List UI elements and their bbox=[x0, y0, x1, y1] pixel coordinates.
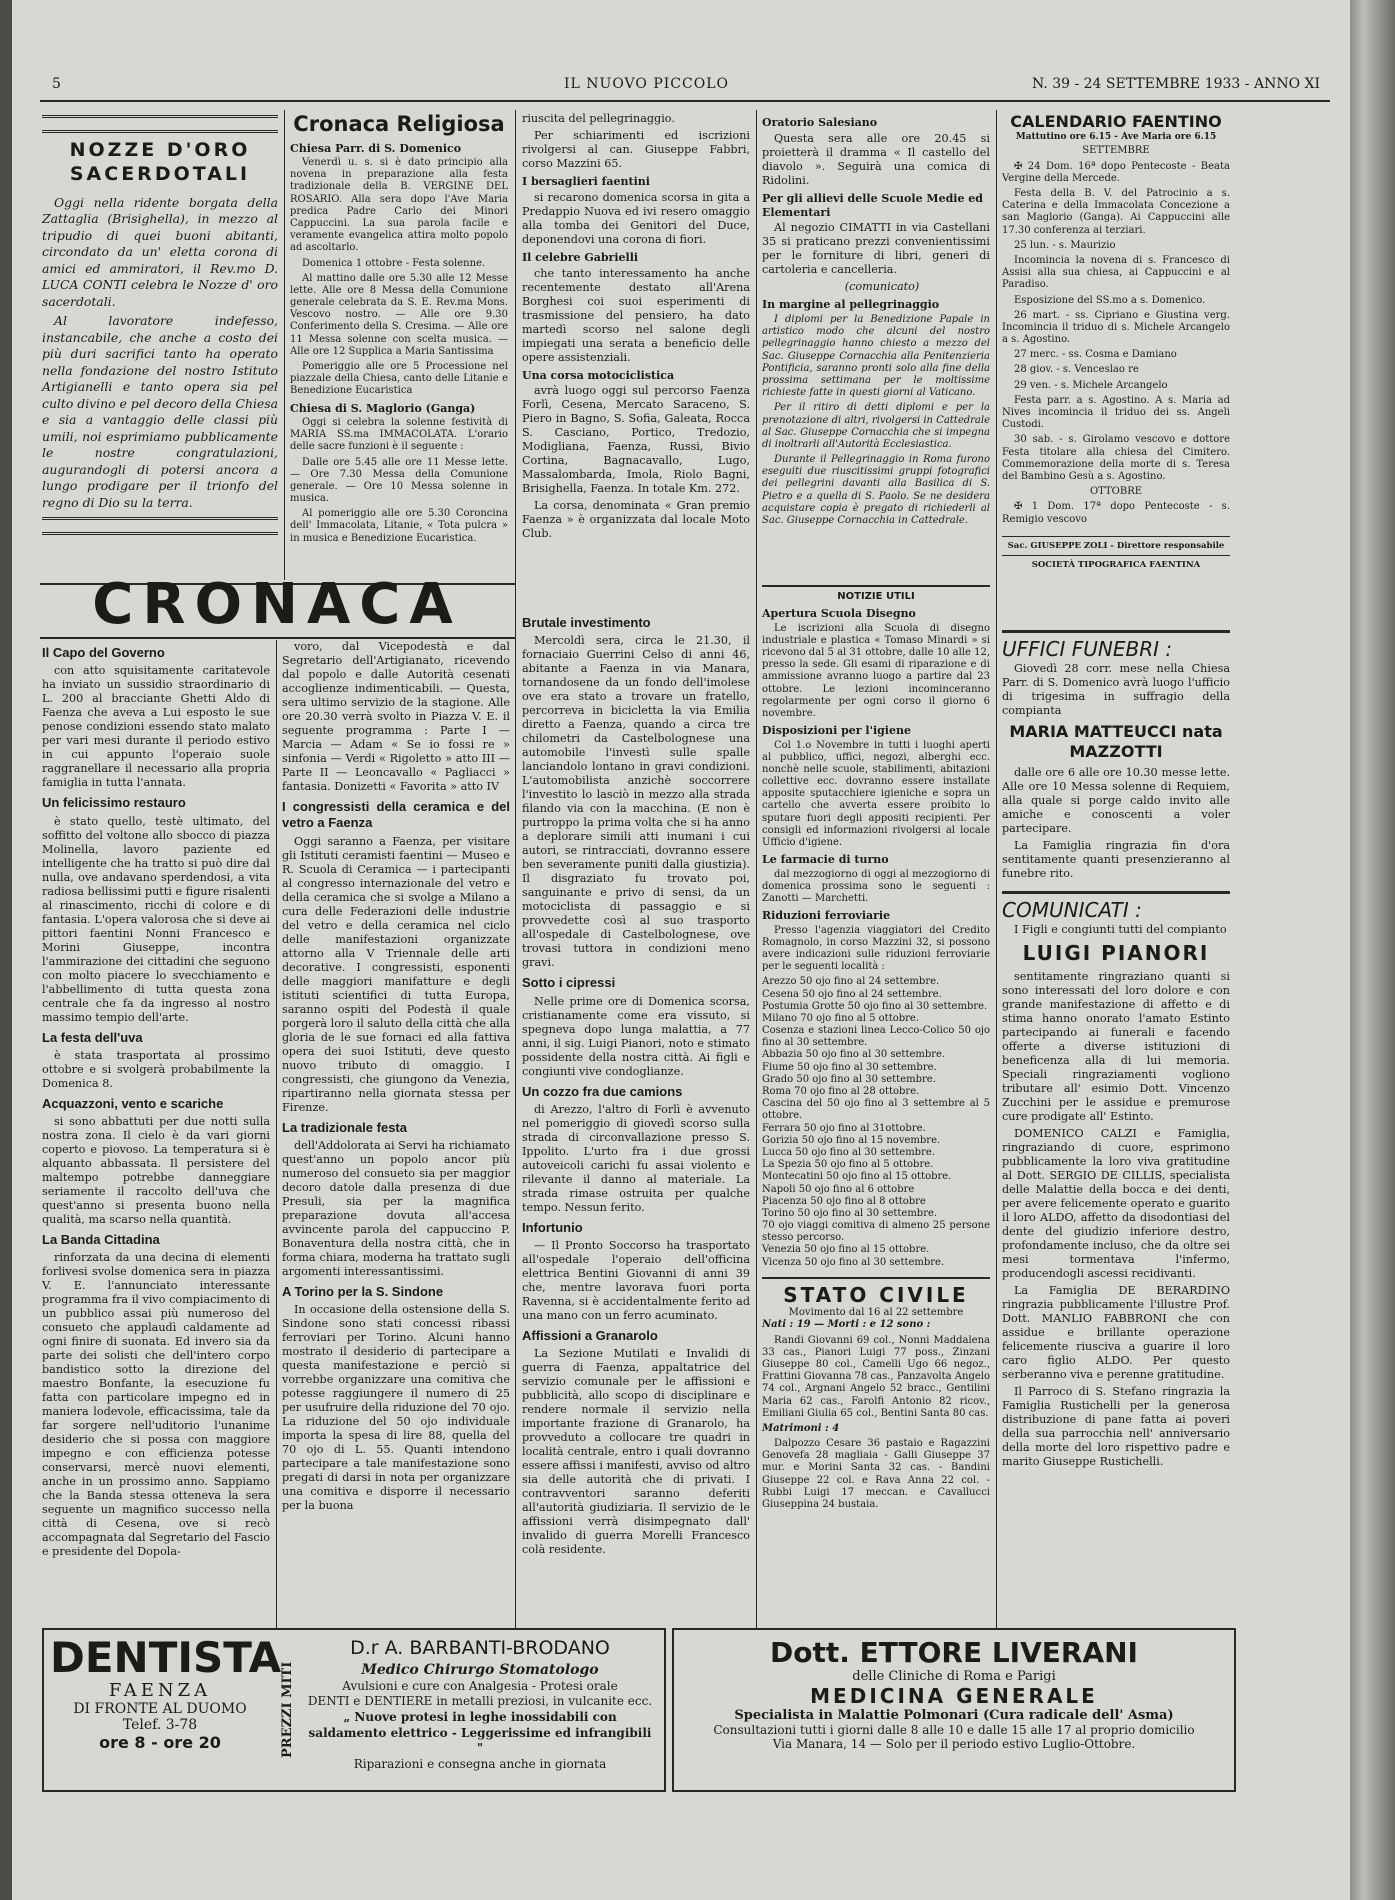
notizie-para: Le iscrizioni alla Scuola di disegno industriale e plastica « Tomaso Minardi » si ricevono dal 5 al 31 ottobre, dalle 10 alle 12, presso la sede. Gli esami di riparazione e di ammissione avranno luogo a partire dal 23 ottobre. Le lezioni incominceranno regolarmente per ogni corso il giorno 6 novembre. bbox=[762, 622, 990, 719]
barbanti-ad bbox=[304, 1636, 656, 1772]
column-3-top bbox=[522, 112, 750, 544]
cronaca-heading: I congressisti della ceramica e del vetro a Faenza bbox=[282, 799, 510, 831]
column-rule bbox=[276, 640, 277, 1630]
comunicati-para: I Figli e congiunti tutti del compianto bbox=[1014, 923, 1227, 936]
calendario-entry: 29 ven. - s. Michele Arcangelo bbox=[1014, 379, 1168, 391]
masthead-title: IL NUOVO PICCOLO bbox=[564, 76, 729, 92]
binding-edge bbox=[1350, 0, 1395, 1900]
ad-dentista-barbanti bbox=[42, 1628, 666, 1792]
funebri-title: UFFICI FUNEBRI : bbox=[1002, 630, 1230, 662]
riduzione-item: Milano 70 ojo fino al 5 ottobre. bbox=[762, 1012, 920, 1024]
riduzione-item: Cosenza e stazioni linea Lecco-Colico 50 ojo fino al 30 settembre. bbox=[762, 1025, 990, 1049]
column-rule bbox=[996, 110, 997, 1630]
notizie-heading: Riduzioni ferroviarie bbox=[762, 909, 891, 923]
newspaper-page bbox=[12, 0, 1350, 1900]
riduzione-item: Napoli 50 ojo fino al 6 ottobre bbox=[762, 1183, 915, 1195]
cronaca-heading: La tradizionale festa bbox=[282, 1119, 407, 1135]
ornament-border bbox=[42, 517, 278, 535]
calendario-entry: 28 giov. - s. Venceslao re bbox=[1014, 364, 1139, 376]
funebri-name: MARIA MATTEUCCI nata MAZZOTTI bbox=[1009, 722, 1223, 761]
cronaca-para: La Sezione Mutilati e Invalidi di guerra di Faenza, appaltatrice del servizio comunale per le affissioni e pubblicità, allo scopo di disciplinare e rendere normale il servizio nella importante frazione di Granarolo, ha provveduto a collocare tre quadri in località centrale, entro i quali dovranno essere affissi i manifesti, avviso od altro sia delle autorità che di privati. I contravventori saranno deferiti all'autorità giudiziaria. Il servizio de le affissioni verrà disimpegnato dall' invalido di guerra Morelli Francesco colà residente. bbox=[522, 1347, 750, 1557]
dentista-city: FAENZA bbox=[108, 1680, 212, 1701]
religiosa-heading: Chiesa Parr. di S. Domenico bbox=[290, 141, 462, 155]
cronaca-para: si sono abbattuti per due notti sulla nostra zona. Il cielo è da vari giorni coperto e piovoso. La temperatura si è alquanto abbassata. Il persistere del maltempo potrebbe danneggiare seriamente il raccolto dell'uva che quest'anno si presenta buono nella qualità, ma scarso nella quantità. bbox=[42, 1115, 270, 1226]
news-para: avrà luogo oggi sul percorso Faenza Forlì, Cesena, Mercato Saraceno, S. Piero in Bagno, S. Sofia, Galeata, Rocca S. Casciano, Portico, Tredozio, Modigliana, Faenza, Russi, Bivio Cortina, Bagnacavallo, Lugo, Massalombarda, Imola, Riolo Bagni, Brisighella, Faenza. In totale Km. 272. bbox=[522, 384, 750, 496]
comunicati-para: sentitamente ringraziano quanti si sono interessati del loro dolore e con grande manifestazione di affetto e di stima hanno onorato l'amato Estinto partecipando ai funerali e facendo offerte a diverse istituzioni di beneficenza alla di lui memoria. Speciali ringraziamenti vogliono tributare all' esimio Dott. Vincenzo Zucchini per le assidue e premurose cure prodigate all' Estinto. bbox=[1002, 970, 1230, 1123]
cronaca-para: Mercoldì sera, circa le 21.30, il fornaciaio Guerrini Celso di anni 46, abitante a Faenza in via Manara, tornandosene da un fondo dell'imolese ove era stato a trovare un fratello, percorreva in bicicletta la via Emilia diretto a Faenza, quando a circa tre chilometri da Castelbolognese una automobile l'investì sulle spalle lanciandolo lontano in gravi condizioni. L'automobilista anzichè soccorrere l'investito lo lasciò in mezzo alla strada filando via con la macchina. (E non è purtroppo la prima volta che si ha anno a deplorare simili atti inumani i cui autori, se rintracciati, dovranno essere ben severamente puniti dalla giustizia). Il disgraziato fu trovato poi, sanguinante e privo di sensi, da un motociclista di passaggio e si provvedette così al suo trasporto all'ospedale di Castelbolognese, ove trovasi tuttora in condizioni meno gravi. bbox=[522, 634, 750, 970]
liverani-line: Consultazioni tutti i giorni dalle 8 alle 10 e dalle 15 alle 17 al proprio domicilio bbox=[713, 1723, 1195, 1737]
news-para: (comunicato) bbox=[844, 280, 920, 294]
comunicati-title: COMUNICATI : bbox=[1002, 891, 1230, 923]
prezzi-miti: PREZZI MITI bbox=[280, 1661, 295, 1759]
news-para: riuscita del pellegrinaggio. bbox=[522, 112, 675, 125]
barbanti-line: Riparazioni e consegna anche in giornata bbox=[353, 1756, 607, 1771]
cronaca-para: In occasione della ostensione della S. Sindone sono stati concessi ribassi ferroviari per Torino. Alcuni hanno mostrato il desiderio di partecipare a questa manifestazione e perciò si vorrebbe organizzare una comitiva che potesse raggiungere il numero di 25 per usufruire della riduzione del 70 ojo. La riduzione del 50 ojo individuale importa la spesa di lire 88, quella del 70 ojo di L. 55. Quanti intendono partecipare a tale manifestazione sono pregati di darsi in nota per organizzare una comitiva e disporre il necessario per la buona bbox=[282, 1303, 510, 1512]
barbanti-line: „ Nuove protesi in leghe inossidabili con saldamento elettrico - Leggerissime ed infrangibili " bbox=[308, 1710, 652, 1756]
header-rule bbox=[40, 100, 1330, 102]
news-para: si recarono domenica scorsa in gita a Predappio Nuova ed ivi resero omaggio alla tomba dei Genitori del Duce, deponendovi una corona di fiori. bbox=[522, 190, 750, 246]
cronaca-para: dell'Addolorata ai Servi ha richiamato quest'anno un popolo ancor più numeroso del consueto sia per maggior decoro datole dalla presenza di due Presuli, sia per la magnifica preparazione dovuta all'accesa avvincente parola del cappuccino P. Bonaventura della nostra città, che in forma chiara, moderna ha trattato sugli argomenti interessantissimi. bbox=[282, 1138, 510, 1278]
news-para: Questa sera alle ore 20.45 si proietterà il dramma « Il castello del diavolo ». Seguirà una comica di Ridolini. bbox=[762, 131, 990, 187]
calendario-entry: 25 lun. - s. Maurizio bbox=[1014, 239, 1116, 251]
calendario-sub: Mattutino ore 6.15 - Ave Maria ore 6.15 bbox=[1015, 131, 1217, 142]
news-para: Per il ritiro di detti diplomi e per la prenotazione di altri, rivolgersi in Cattedrale al Sac. Giuseppe Cornacchia che si impegna di inoltrarli all'Autorità Ecclesiastica. bbox=[762, 402, 990, 450]
ad-liverani bbox=[672, 1628, 1236, 1792]
notizie-heading: Disposizioni per l'igiene bbox=[762, 724, 911, 738]
cronaca-heading: La festa dell'uva bbox=[42, 1029, 143, 1045]
riduzione-item: Arezzo 50 ojo fino al 24 settembre. bbox=[762, 976, 940, 988]
notizie-para: Col 1.o Novembre in tutti i luoghi aperti al pubblico, uffici, negozi, alberghi ecc. nonchè nelle scuole, stabilimenti, abitazioni collettive ecc. dovranno essere installate apposite sputacchiere igieniche e sopra un cartello che avverta essere proibito lo sputare fuori degli appositi recipienti. Per consigli ed informazioni rivolgersi al locale Ufficio d'igiene. bbox=[762, 739, 990, 848]
cronaca-para: è stato quello, testè ultimato, del soffitto del voltone allo sbocco di piazza Molinella, lavoro paziente ed intelligente che ha tratto si può dire dal nulla, ove andavano sperdendosi, a vita radiosa bellissimi putti e figure risalenti al rinascimento, ricchi di colore e di fantasia. L'opera valorosa che si deve ai pittori faentini Nonni Francesco e Morini Giuseppe, incontra l'ammirazione dei cittadini che seguono con molto piacere lo svecchiamento e l'abbellimento di tutta questa zona centrale che fa da ingresso al nostro massimo tempio dell'arte. bbox=[42, 814, 270, 1024]
dentista-tel: Telef. 3-78 bbox=[122, 1717, 198, 1733]
nozze-title-2: SACERDOTALI bbox=[69, 162, 251, 185]
news-heading: In margine al pellegrinaggio bbox=[762, 298, 940, 312]
news-heading: Per gli allievi delle Scuole Medie ed Elementari bbox=[762, 191, 983, 219]
religiosa-para: Al mattino dalle ore 5.30 alle 12 Messe lette. Alle ore 8 Messa della Comunione generale celebrata da S. E. Rev.ma Mons. Vescovo nostro. — Alle ore 9.30 Conferimento della S. Cresima. — Alle ore 11 Messa solenne con scelta musica. — Alle ore 12 Supplica a Maria Santissima bbox=[290, 272, 508, 357]
calendario-box bbox=[1002, 112, 1230, 570]
liverani-line: delle Cliniche di Roma e Parigi bbox=[852, 1669, 1056, 1684]
riduzioni-list bbox=[762, 976, 990, 1269]
riduzione-item: Torino 50 ojo fino al 30 settembre. bbox=[762, 1207, 938, 1219]
cronaca-para: Oggi saranno a Faenza, per visitare gli Istituti ceramisti faentini — Museo e R. Scuola di Ceramica — i partecipanti al congresso internazionale del vetro e della ceramica che si svolge a Milano a cura delle Federazioni delle industrie del vetro e della ceramica nel ciclo delle manifestazioni organizzate attorno alla V Triennale delle arti decorative. I congressisti, esponenti delle maggiori manifatture e degli istituti scientifici di tutta Europa, saranno ospiti del Podestà il quale porgerà loro il saluto della città che alla gloria de le sue fornaci ed alla fattiva opera dei suoi Istituti, deve questo nuovo tributo di omaggio. I congressisti, che giungono da Venezia, ripartiranno nella giornata stessa per Firenze. bbox=[282, 834, 510, 1114]
riduzione-item: La Spezia 50 ojo fino al 5 ottobre. bbox=[762, 1159, 934, 1171]
cronaca-column-3 bbox=[522, 610, 750, 1560]
cronaca-column-1 bbox=[42, 640, 270, 1562]
riduzione-item: Ferrara 50 ojo fino al 31ottobre. bbox=[762, 1122, 926, 1134]
riduzione-item: Cascina del 50 ojo fino al 3 settembre al 5 ottobre. bbox=[762, 1098, 990, 1122]
column-4-top bbox=[762, 112, 990, 530]
news-para: La corsa, denominata « Gran premio Faenza » è organizzata dal locale Moto Club. bbox=[522, 499, 750, 541]
funebri-para: La Famiglia ringrazia fin d'ora sentitamente quanti presenzieranno al funebre rito. bbox=[1002, 839, 1230, 880]
cronaca-para: — Il Pronto Soccorso ha trasportato all'ospedale l'operaio dell'officina elettrica Bentini Giovanni di anni 39 che, mentre lavorava fuori porta Ravenna, si è accidentalmente ferito ad una mano con un ferro acuminato. bbox=[522, 1239, 750, 1322]
column-rule bbox=[756, 110, 757, 1630]
ornament-border bbox=[42, 115, 278, 133]
funebri-box bbox=[1002, 630, 1230, 1472]
news-para: Al negozio CIMATTI in via Castellani 35 si praticano prezzi convenientissimi per le forniture di libri, generi di cartoleria e cancelleria. bbox=[762, 221, 990, 277]
liverani-line: Specialista in Malattie Polmonari (Cura radicale dell' Asma) bbox=[734, 1708, 1174, 1723]
nozze-para: Al lavoratore indefesso, instancabile, che anche a costo dei più duri sacrifici tanto ha operato nella fondazione del nostro Istituto Artigianelli e tanto opera sia pel culto divino e pel decoro della Chiesa e sia a vantaggio delle classi più umili, noi esprimiamo pubblicamente le nostre congratulazioni, augurandogli di potersi ancora a lungo prodigare per il trionfo del regno di Dio su la terra. bbox=[42, 313, 278, 510]
news-para: I diplomi per la Benedizione Papale in artistico modo che alcuni del nostro pellegrinaggio hanno chiesto a mezzo del Sac. Giuseppe Cornacchia alla Penitenzieria Pontificia, saranno pronti solo alla fine della prossima settimana per le moltissime richieste fatte in questi giorni al Vaticano. bbox=[762, 314, 990, 399]
comunicati-para: Il Parroco di S. Stefano ringrazia la Famiglia Rustichelli per la generosa distribuzione di pane fatta ai poveri della sua parrocchia nell' anniversario della morte del loro rispettivo padre e marito Giuseppe Rustichelli. bbox=[1002, 1385, 1230, 1468]
cronaca-heading: Un felicissimo restauro bbox=[42, 795, 186, 811]
riduzione-item: Cesena 50 ojo fino al 24 settembre. bbox=[762, 988, 942, 1000]
funebri-para: dalle ore 6 alle ore 10.30 messe lette. Alle ore 10 Messa solenne di Requiem, alla quale si porge caldo invito alle amiche e conoscenti a voler partecipare. bbox=[1002, 766, 1230, 835]
stato-nati: Nati : 19 — Morti : e 12 sono : bbox=[762, 1319, 931, 1331]
calendario-month: SETTEMBRE bbox=[1082, 145, 1150, 157]
editor-line: Sac. GIUSEPPE ZOLI - Direttore responsabile bbox=[1002, 536, 1230, 551]
news-para: che tanto interessamento ha anche recentemente destato all'Arena Borghesi coi suoi esperimenti di trasmissione del pensiero, ha dato martedì scorso nel salone degli impiegati una serata a beneficio delle opere assistenziali. bbox=[522, 266, 750, 364]
page-number: 5 bbox=[52, 76, 61, 92]
nozze-title: NOZZE D'ORO bbox=[69, 139, 251, 161]
calendario-entry: 30 sab. - s. Girolamo vescovo e dottore Festa titolare alla chiesa del Cimitero. Commemorazione della morte di s. Teresa del Bambino Gesù a s. Agostino. bbox=[1002, 434, 1230, 482]
riduzione-item: Vicenza 50 ojo fino al 30 settembre. bbox=[762, 1256, 945, 1268]
cronaca-para: con atto squisitamente caritatevole ha inviato un sussidio straordinario di L. 200 al bracciante Ghetti Aldo di Faenza che aveva a Lui esposto le sue penose condizioni essendo stato malato per vari mesi durante il periodo estivo in cui appunto l'operaio suole raggranellare il necessario alla propria famiglia in tutta l'annata. bbox=[42, 664, 270, 790]
calendario-entries bbox=[1002, 161, 1230, 484]
liverani-line: MEDICINA GENERALE bbox=[810, 1684, 1098, 1708]
notizie-para: Presso l'agenzia viaggiatori del Credito Romagnolo, in corso Mazzini 32, si possono avere indicazioni sulle riduzioni ferroviarie per le seguenti località : bbox=[762, 924, 990, 973]
calendario-entry: 26 mart. - ss. Cipriano e Giustina verg. Incomincia il triduo di s. Michele Arcangelo a s. Agostino. bbox=[1002, 309, 1230, 346]
religiosa-para: Pomeriggio alle ore 5 Processione nel piazzale della Chiesa, canto delle Litanie e Benedizione Eucaristica bbox=[290, 361, 508, 397]
calendario-entry: Festa parr. a s. Agostino. A s. Maria ad Nives incomincia il triduo dei ss. Angeli Custodi. bbox=[1002, 394, 1230, 431]
calendario-title: CALENDARIO FAENTINO bbox=[1010, 112, 1222, 131]
riduzione-item: Venezia 50 ojo fino al 15 ottobre. bbox=[762, 1244, 930, 1256]
stato-matrimoni: Matrimoni : 4 bbox=[762, 1422, 840, 1434]
religiosa-title: Cronaca Religiosa bbox=[293, 112, 505, 136]
riduzione-item: Roma 70 ojo fino al 28 ottobre. bbox=[762, 1086, 920, 1097]
liverani-name: Dott. ETTORE LIVERANI bbox=[770, 1636, 1138, 1669]
column-rule bbox=[284, 110, 285, 580]
religiosa-para: Al pomeriggio alle ore 5.30 Coroncina dell' Immacolata, Litanie, « Tota pulcra » in musica e Benedizione Eucaristica. bbox=[290, 508, 508, 544]
stato-title: STATO CIVILE bbox=[762, 1277, 990, 1307]
notizie-box bbox=[762, 585, 990, 1514]
printer-line: SOCIETÀ TIPOGRAFICA FAENTINA bbox=[1002, 555, 1230, 570]
riduzione-item: 70 ojo viaggi comitiva di almeno 25 persone stesso percorso. bbox=[762, 1220, 990, 1244]
cronaca-para: è stata trasportata al prossimo ottobre e si svolgerà probabilmente la Domenica 8. bbox=[42, 1048, 270, 1090]
calendario-entry: Incomincia la novena di s. Francesco di Assisi alla sua chiesa, ai Cappuccini e al Paradiso. bbox=[1002, 254, 1230, 291]
religiosa-article bbox=[290, 112, 508, 548]
news-heading: Oratorio Salesiano bbox=[762, 116, 878, 129]
news-heading: Il celebre Gabrielli bbox=[522, 250, 639, 264]
religiosa-para: Domenica 1 ottobre - Festa solenne. bbox=[302, 257, 486, 269]
religiosa-para: Oggi si celebra la solenne festività di MARIA SS.ma IMMACOLATA. L'orario delle sacre funzioni è il seguente : bbox=[290, 416, 508, 453]
cronaca-heading: Infortunio bbox=[522, 1219, 583, 1235]
riduzione-item: Lucca 50 ojo fino al 30 settembre. bbox=[762, 1146, 935, 1158]
notizie-para: dal mezzogiorno di oggi al mezzogiorno di domenica prossima sono le seguenti : Zanotti — Marchetti. bbox=[762, 868, 990, 904]
calendario-entry: ✠ 1 Dom. 17ª dopo Pentecoste - s. Remigio vescovo bbox=[1002, 501, 1230, 525]
cronaca-para: Nelle prime ore di Domenica scorsa, cristianamente come era vissuto, si spegneva dopo lunga malattia, a 77 anni, il sig. Luigi Pianori, noto e stimato possidente della nostra città. Ai figli e congiunti vive condoglianze. bbox=[522, 994, 750, 1078]
religiosa-para: Dalle ore 5.45 alle ore 11 Messe lette. — Ore 7.30 Messa della Comunione generale. — Ore 10 Messa solenne in musica. bbox=[290, 456, 508, 505]
nozze-article bbox=[42, 115, 278, 535]
cronaca-heading: Un cozzo fra due camions bbox=[522, 1083, 683, 1099]
cronaca-heading: A Torino per la S. Sindone bbox=[282, 1283, 444, 1299]
dentista-addr: DI FRONTE AL DUOMO bbox=[73, 1701, 247, 1717]
page-header bbox=[34, 76, 1320, 100]
riduzione-item: Piacenza 50 ojo fino al 8 ottobre bbox=[762, 1195, 926, 1207]
news-para: Per schiarimenti ed iscrizioni rivolgersi al can. Giuseppe Fabbri, corso Mazzini 65. bbox=[522, 129, 750, 170]
notizie-heading: Le farmacie di turno bbox=[762, 853, 889, 867]
cronaca-heading: La Banda Cittadina bbox=[42, 1232, 160, 1247]
stato-para: Randi Giovanni 69 col., Nonni Maddalena 33 cas., Pianori Luigi 77 poss., Zinzani Giuseppe 80 col., Camelli Ugo 66 negoz., Frattini Giovanna 78 cas., Panzavolta Angelo 74 col., Argnani Angelo 52 bracc., Gentilini Maria 62 cas., Farolfi Antonio 82 ricov., Emiliani Giulia 65 col., Bentini Santa 80 cas. bbox=[762, 1334, 990, 1419]
dentista-hours: ore 8 - ore 20 bbox=[99, 1733, 221, 1752]
comunicati-para: La Famiglia DE BERARDINO ringrazia pubblicamente l'illustre Prof. Dott. MANLIO FABBRONI che con assidue e brillante operazione felicemente riusciva a guarire il loro caro figlio ALDO. Per questo serberanno viva e perenne gratitudine. bbox=[1002, 1284, 1230, 1381]
news-heading: Una corsa motociclistica bbox=[522, 368, 675, 382]
barbanti-role: Medico Chirurgo Stomatologo bbox=[361, 1661, 599, 1678]
cronaca-para: rinforzata da una decina di elementi forlivesi svolse domenica sera in piazza V. E. l'annunciato interessante programma fra il vivo compiacimento di un pubblico assai più numeroso del consueto che applaudì caldamente ad ogni finire di suonata. Ed invero sia da parte dei solisti che dell'intero corpo bandistico sotto la direzione del maestro Bonfante, la esecuzione fu fatta con particolare impegno ed in maniera lodevole, efficacissima, tale da far sorgere nell'uditorio l'unanime desiderio che si possa con maggiore impegno e con efficienza potesse conservarsi, mercè nuovi elementi, anche in un prossimo anno. Sappiamo che la Banda stessa otteneva la sera seguente un magnifico successo nella città di Cesena, ove si recò accompagnata dal Segretario del Fascio e presidente del Dopola- bbox=[42, 1251, 270, 1559]
religiosa-heading: Chiesa di S. Maglorio (Ganga) bbox=[290, 401, 476, 415]
news-heading: I bersaglieri faentini bbox=[522, 175, 650, 188]
notizie-heading: Apertura Scuola Disegno bbox=[762, 607, 916, 621]
column-rule bbox=[515, 110, 516, 1630]
liverani-line: Via Manara, 14 — Solo per il periodo estivo Luglio-Ottobre. bbox=[772, 1737, 1136, 1751]
cronaca-title: CRONACA bbox=[92, 572, 462, 637]
cronaca-para: di Arezzo, l'altro di Forlì è avvenuto nel pomeriggio di giovedì scorso sulla strada di circonvallazione presso S. Ippolito. L'urto fra i due grossi autoveicoli carichi fu assai violento e rilevante il danno al materiale. La strada rimase ostruita per qualche tempo. Nessun ferito. bbox=[522, 1102, 750, 1214]
cronaca-para: voro, dal Vicepodestà e dal Segretario dell'Artigianato, ricevendo dal popolo e dalle Autorità cesenati accoglienze indimenticabili. — Questa, sera ultimo servizio de la stagione. Alle ore 20.30 verrà svolto in Piazza V. E. il seguente programma : Parte I — Marcia — Adam « Se io fossi re » sinfonia — Verdi « Rigoletto » atto III — Parte II — Leoncavallo « Pagliacci » fantasia. Donizetti « Favorita » atto IV bbox=[282, 640, 510, 793]
barbanti-name: D.r A. BARBANTI-BRODANO bbox=[350, 1637, 610, 1659]
news-para: Durante il Pellegrinaggio in Roma furono eseguiti due riuscitissimi gruppi fotografici dei pellegrini davanti alla Basilica di S. Pietro e a quella di S. Paolo. Se ne desidera acquistare copia è pregato di richiederli al Sac. Giuseppe Cornacchia in Cattedrale. bbox=[762, 454, 990, 526]
dentista-title: DENTISTA bbox=[50, 1633, 282, 1682]
stato-para: Dalpozzo Cesare 36 pastaio e Ragazzini Genovefa 28 magliaia - Galli Giuseppe 37 mur. e Morini Santa 32 cas. - Bandini Giuseppe 22 col. e Rava Anna 22 col. - Rubbi Luigi 17 meccan. e Cavallucci Giuseppina 24 bustaia. bbox=[762, 1438, 990, 1511]
calendario-entry: ✠ 24 Dom. 16ª dopo Pentecoste - Beata Vergine della Mercede. bbox=[1002, 160, 1230, 184]
issue-line: N. 39 - 24 SETTEMBRE 1933 - ANNO XI bbox=[1031, 76, 1320, 92]
calendario-entry: 27 merc. - ss. Cosma e Damiano bbox=[1014, 349, 1177, 361]
cronaca-heading: Il Capo del Governo bbox=[42, 645, 165, 660]
comunicati-para: DOMENICO CALZI e Famiglia, ringraziando di cuore, esprimono pubblicamente la loro viva gratitudine al Dott. SERGIO DE CILLIS, specialista delle Malattie della bocca e dei denti, per avere felicemente operato e guarito il loro ALDO, affetto da disodontiasi del dente del giudizio inferiore destro, profondamente incluso, che da oltre sei mesi tormentava l'infermo, producendogli ascessi recidivanti. bbox=[1002, 1127, 1230, 1280]
cronaca-heading: Sotto i cipressi bbox=[522, 975, 616, 991]
cronaca-heading: Affissioni a Granarolo bbox=[522, 1328, 658, 1343]
nozze-para: Oggi nella ridente borgata della Zattaglia (Brisighella), in mezzo al tripudio di quei buoni abitanti, circondato da un' eletta corona di amici ed ammiratori, il Rev.mo D. LUCA CONTI celebra le Nozze d' oro sacerdotali. bbox=[42, 194, 278, 309]
riduzione-item: Fiume 50 ojo fino al 30 settembre. bbox=[762, 1061, 937, 1073]
calendario-entry: Esposizione del SS.mo a s. Domenico. bbox=[1014, 294, 1206, 306]
riduzione-item: Postumia Grotte 50 ojo fino al 30 settembre. bbox=[762, 1000, 988, 1012]
religiosa-para: Venerdì u. s. si è dato principio alla novena in preparazione alla festa tradizionale della B. VERGINE DEL ROSARIO. Alla sera dopo l'Ave Maria predica Padre Carlo dei Minori Cappuccini. La sua parola facile e veramente evangelica attira molto popolo ad ascoltarlo. bbox=[290, 157, 508, 254]
riduzione-item: Abbazia 50 ojo fino al 30 settembre. bbox=[762, 1049, 946, 1061]
cronaca-heading: Acquazzoni, vento e scariche bbox=[42, 1095, 224, 1111]
calendario-month: OTTOBRE bbox=[1089, 486, 1143, 498]
riduzione-item: Gorizia 50 ojo fino al 15 novembre. bbox=[762, 1134, 941, 1146]
cronaca-column-2 bbox=[282, 640, 510, 1516]
notizie-title: NOTIZIE UTILI bbox=[762, 585, 990, 603]
riduzione-item: Grado 50 ojo fino al 30 settembre. bbox=[762, 1073, 936, 1085]
barbanti-line: DENTI e DENTIERE in metalli preziosi, in vulcanite ecc. bbox=[307, 1694, 653, 1709]
cronaca-heading: Brutale investimento bbox=[522, 615, 651, 630]
dentista-ad bbox=[50, 1633, 282, 1752]
barbanti-line: Avulsioni e cure con Analgesia - Protesi orale bbox=[342, 1678, 618, 1693]
riduzione-item: Montecatini 50 ojo fino al 15 ottobre. bbox=[762, 1171, 952, 1183]
banner-rule bbox=[40, 637, 515, 639]
calendario-entry: Festa della B. V. del Patrocinio a s. Caterina e della Immacolata Concezione a san Maglorio (Ganga). Ai Cappuccini alle 17.30 conferenza ai terziari. bbox=[1002, 188, 1230, 236]
stato-sub: Movimento dal 16 al 22 settembre bbox=[788, 1307, 964, 1319]
funebri-para: Giovedì 28 corr. mese nella Chiesa Parr. di S. Domenico avrà luogo l'ufficio di trigesima in suffragio della compianta bbox=[1002, 662, 1230, 717]
comunicati-name: LUIGI PIANORI bbox=[1022, 941, 1210, 965]
